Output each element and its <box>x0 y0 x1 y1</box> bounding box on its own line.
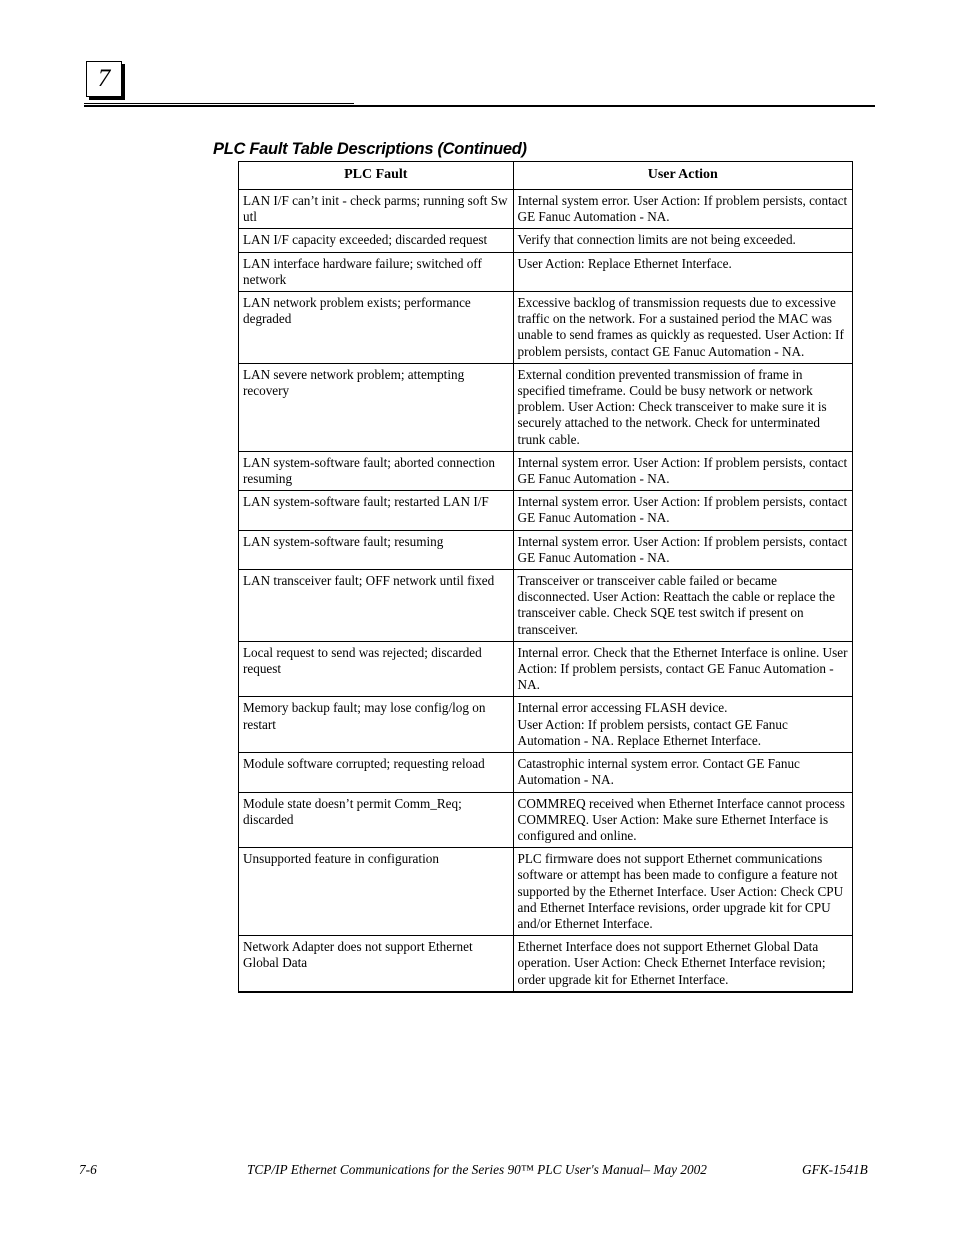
action-cell: Internal error accessing FLASH device. User Action: If problem persists, contact GE Fanuc Automation - NA. Replace Ethernet Interface. <box>513 697 852 753</box>
fault-cell: LAN network problem exists; performance degraded <box>239 292 514 364</box>
fault-cell: LAN transceiver fault; OFF network until fixed <box>239 570 514 642</box>
fault-cell: LAN system-software fault; aborted connection resuming <box>239 451 514 490</box>
table-row <box>239 697 853 753</box>
fault-cell: LAN system-software fault; resuming <box>239 530 514 569</box>
action-cell: Internal system error. User Action: If problem persists, contact GE Fanuc Automation - NA. <box>513 451 852 490</box>
fault-cell: LAN interface hardware failure; switched off network <box>239 252 514 291</box>
action-cell: COMMREQ received when Ethernet Interface cannot process COMMREQ. User Action: Make sure Ethernet Interface is configured and online. <box>513 792 852 848</box>
header-plc-fault: PLC Fault <box>239 162 514 190</box>
fault-cell: Memory backup fault; may lose config/log on restart <box>239 697 514 753</box>
fault-cell: Module software corrupted; requesting reload <box>239 753 514 792</box>
table-row <box>239 530 853 569</box>
table-row <box>239 190 853 229</box>
table-header-row <box>239 162 853 190</box>
action-cell: Internal system error. User Action: If problem persists, contact GE Fanuc Automation - NA. <box>513 190 852 229</box>
action-cell: Ethernet Interface does not support Ethernet Global Data operation. User Action: Check Ethernet Interface revision; order upgrade kit for Ethernet Interface. <box>513 936 852 992</box>
table-row <box>239 792 853 848</box>
fault-cell: LAN system-software fault; restarted LAN I/F <box>239 491 514 530</box>
action-cell: Transceiver or transceiver cable failed or became disconnected. User Action: Reattach the cable or replace the transceiver cable. Check SQE test switch if present on transceiver. <box>513 570 852 642</box>
fault-cell: LAN I/F capacity exceeded; discarded request <box>239 229 514 252</box>
header-user-action: User Action <box>513 162 852 190</box>
action-cell: Verify that connection limits are not being exceeded. <box>513 229 852 252</box>
table-row <box>239 936 853 992</box>
table-row <box>239 491 853 530</box>
chapter-number: 7 <box>97 65 111 92</box>
action-cell: PLC firmware does not support Ethernet communications software or attempt has been made to configure a feature not supported by the Ethernet Interface. User Action: Check CPU and Ethernet Interface revisions, order upgrade kit for CPU and/or Ethernet Interface. <box>513 848 852 936</box>
fault-table <box>238 161 853 993</box>
table-row <box>239 252 853 291</box>
action-cell: Internal error. Check that the Ethernet Interface is online. User Action: If problem persists, contact GE Fanuc Automation - NA. <box>513 641 852 697</box>
action-cell: User Action: Replace Ethernet Interface. <box>513 252 852 291</box>
table-row <box>239 451 853 490</box>
table-row <box>239 363 853 451</box>
header-rule <box>84 105 875 107</box>
fault-cell: LAN severe network problem; attempting recovery <box>239 363 514 451</box>
action-cell: Internal system error. User Action: If problem persists, contact GE Fanuc Automation - NA. <box>513 491 852 530</box>
footer-doc-id: GFK-1541B <box>802 1162 868 1177</box>
fault-cell: Module state doesn’t permit Comm_Req; discarded <box>239 792 514 848</box>
footer-page-number: 7-6 <box>79 1162 97 1177</box>
footer-title: TCP/IP Ethernet Communications for the Series 90™ PLC User's Manual– May 2002 <box>247 1162 707 1177</box>
section-title: PLC Fault Table Descriptions (Continued) <box>213 140 527 158</box>
table-row <box>239 570 853 642</box>
fault-cell: Network Adapter does not support Ethernet Global Data <box>239 936 514 992</box>
fault-cell: Local request to send was rejected; discarded request <box>239 641 514 697</box>
action-cell: Catastrophic internal system error. Contact GE Fanuc Automation - NA. <box>513 753 852 792</box>
table-row <box>239 848 853 936</box>
action-cell: External condition prevented transmission of frame in specified timeframe. Could be busy network or network problem. User Action: Check transceiver to make sure it is securely attached to the network. Check for unterminated trunk cable. <box>513 363 852 451</box>
chapter-number-box <box>86 61 122 97</box>
header-rule-thin <box>84 103 354 104</box>
table-row <box>239 292 853 364</box>
table-row <box>239 753 853 792</box>
fault-cell: LAN I/F can’t init - check parms; running soft Sw utl <box>239 190 514 229</box>
action-cell: Internal system error. User Action: If problem persists, contact GE Fanuc Automation - NA. <box>513 530 852 569</box>
fault-cell: Unsupported feature in configuration <box>239 848 514 936</box>
table-row <box>239 641 853 697</box>
table-row <box>239 229 853 252</box>
action-cell: Excessive backlog of transmission requests due to excessive traffic on the network. For a sustained period the MAC was unable to send frames as quickly as requested. User Action: If problem persists, contact GE Fanuc Automation - NA. <box>513 292 852 364</box>
